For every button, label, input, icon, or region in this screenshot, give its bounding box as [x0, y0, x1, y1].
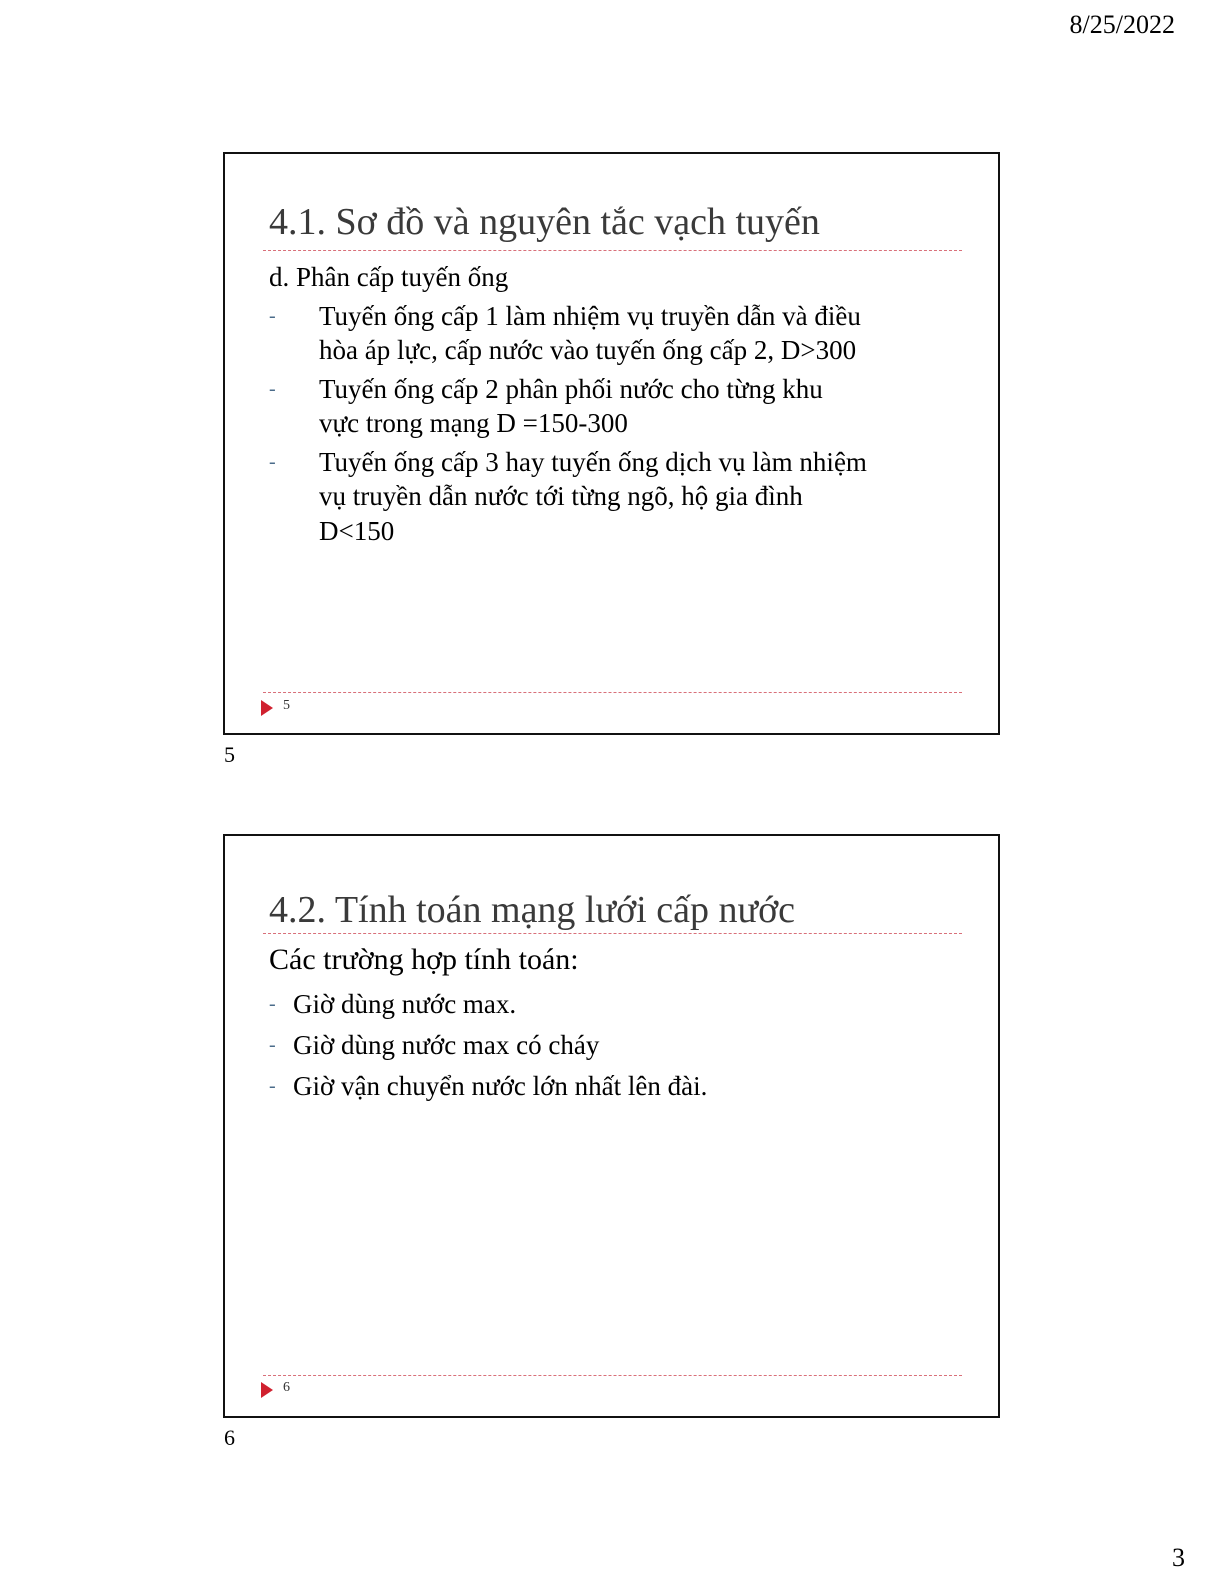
slide-title: 4.1. Sơ đồ và nguyên tắc vạch tuyến [269, 201, 820, 243]
bullet-text: Giờ vận chuyển nước lớn nhất lên đài. [293, 1071, 708, 1101]
list-item [269, 988, 908, 1020]
bullet-line: Tuyến ống cấp 3 hay tuyến ống dịch vụ làm nhiệm [319, 446, 867, 477]
footer-divider [263, 1375, 962, 1376]
dash-bullet-icon: - [269, 304, 276, 327]
dash-bullet-icon: - [269, 450, 276, 473]
section-heading: d. Phân cấp tuyến ống [269, 262, 509, 292]
title-divider [263, 933, 962, 934]
page-number: 3 [1172, 1543, 1185, 1572]
list-item [269, 445, 908, 549]
dash-bullet-icon: - [269, 1034, 276, 1056]
bullet-list [269, 988, 908, 1102]
bullet-text: Giờ dùng nước max có cháy [293, 1030, 600, 1060]
bullet-line: Tuyến ống cấp 1 làm nhiệm vụ truyền dẫn và điều [319, 300, 861, 331]
slide-label: 5 [224, 742, 235, 767]
bullet-line: hòa áp lực, cấp nước vào tuyến ống cấp 2, D>300 [319, 335, 857, 365]
footer-divider [263, 692, 962, 693]
bullet-list [269, 299, 908, 549]
slide-body [269, 942, 908, 1111]
dash-bullet-icon: - [269, 993, 276, 1015]
page-date: 8/25/2022 [1069, 10, 1175, 39]
slide-footer-number: 6 [283, 1380, 290, 1395]
bullet-line: D<150 [319, 515, 395, 546]
bullet-text: Giờ dùng nước max. [293, 989, 517, 1019]
slide-body [269, 260, 908, 548]
list-item [269, 1029, 908, 1061]
list-item [269, 372, 908, 441]
bullet-line: vụ truyền dẫn nước tới từng ngõ, hộ gia đình [319, 481, 803, 511]
bullet-line: vực trong mạng D =150-300 [319, 408, 628, 438]
slide-5 [223, 152, 1000, 735]
slide-6 [223, 834, 1000, 1418]
list-item [269, 1070, 908, 1102]
title-divider [263, 250, 962, 251]
slide-footer-number: 5 [283, 698, 290, 713]
section-heading: Các trường hợp tính toán: [269, 943, 579, 976]
slide-title: 4.2. Tính toán mạng lưới cấp nước [269, 889, 796, 931]
bullet-line: Tuyến ống cấp 2 phân phối nước cho từng khu [319, 373, 823, 404]
red-triangle-icon [261, 700, 273, 716]
dash-bullet-icon: - [269, 1075, 276, 1097]
list-item [269, 299, 908, 368]
slide-label: 6 [224, 1425, 235, 1450]
dash-bullet-icon: - [269, 377, 276, 400]
red-triangle-icon [261, 1382, 273, 1398]
